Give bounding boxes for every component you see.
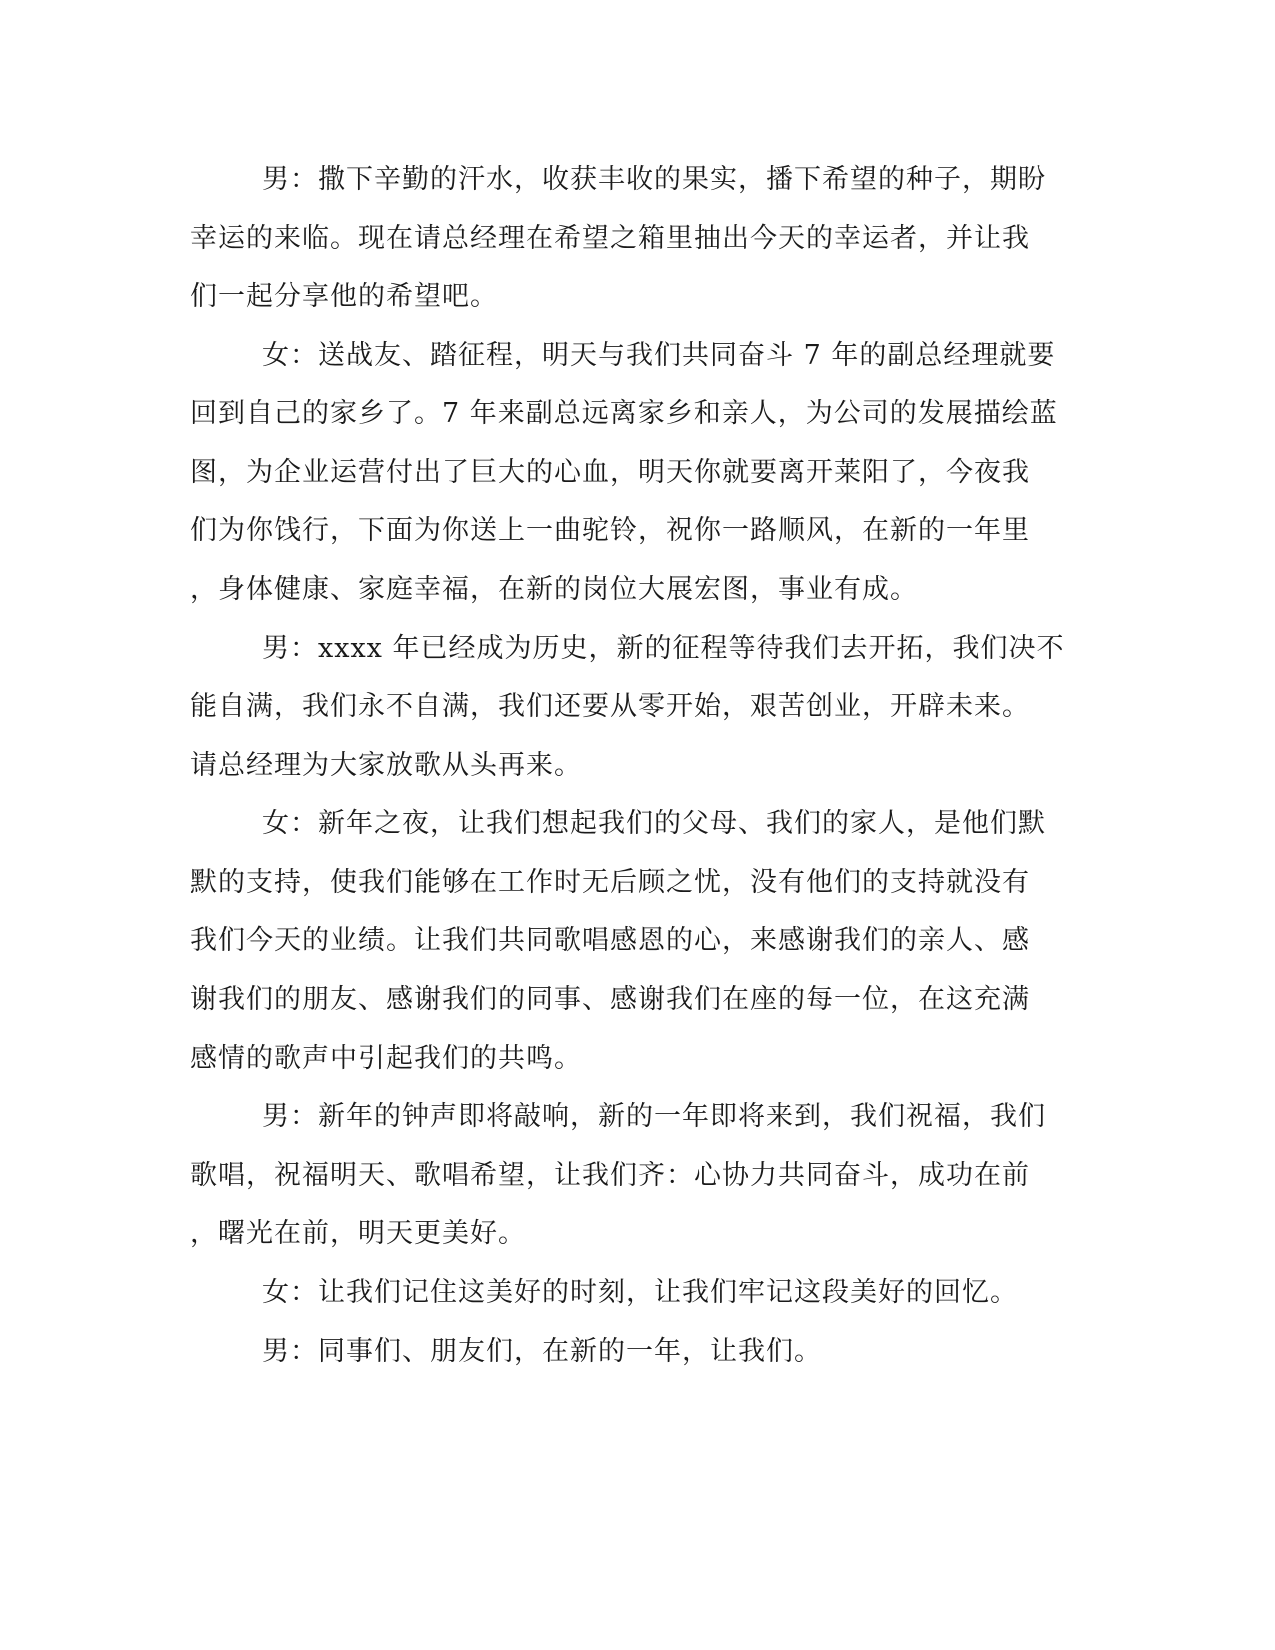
text-line: 女：让我们记住这美好的时刻，让我们牢记这段美好的回忆。: [262, 1277, 1018, 1308]
text-line: ，曙光在前，明天更美好。: [190, 1218, 526, 1249]
text-line: 男：xxxx 年已经成为历史，新的征程等待我们去开拓，我们决不: [262, 633, 1065, 664]
text-line: 们一起分享他的希望吧。: [190, 281, 498, 312]
text-line: 女：送战友、踏征程，明天与我们共同奋斗 7 年的副总经理就要: [262, 340, 1056, 371]
text-line: 谢我们的朋友、感谢我们的同事、感谢我们在座的每一位，在这充满: [190, 984, 1030, 1015]
text-line: 请总经理为大家放歌从头再来。: [190, 750, 582, 781]
text-line: 默的支持，使我们能够在工作时无后顾之忧，没有他们的支持就没有: [190, 867, 1030, 898]
text-line: 们为你饯行，下面为你送上一曲驼铃，祝你一路顺风，在新的一年里: [190, 515, 1030, 546]
text-line: 女：新年之夜，让我们想起我们的父母、我们的家人，是他们默: [262, 808, 1046, 839]
text-line: 我们今天的业绩。让我们共同歌唱感恩的心，来感谢我们的亲人、感: [190, 925, 1030, 956]
text-line: 回到自己的家乡了。7 年来副总远离家乡和亲人，为公司的发展描绘蓝: [190, 398, 1058, 429]
text-line: 图，为企业运营付出了巨大的心血，明天你就要离开莱阳了，今夜我: [190, 457, 1030, 488]
text-line: 男：新年的钟声即将敲响，新的一年即将来到，我们祝福，我们: [262, 1101, 1046, 1132]
text-line: 能自满，我们永不自满，我们还要从零开始，艰苦创业，开辟未来。: [190, 691, 1030, 722]
text-line: 幸运的来临。现在请总经理在希望之箱里抽出今天的幸运者，并让我: [190, 223, 1030, 254]
text-line: ，身体健康、家庭幸福，在新的岗位大展宏图，事业有成。: [190, 574, 918, 605]
text-line: 男：同事们、朋友们，在新的一年，让我们。: [262, 1336, 822, 1367]
text-line: 男：撒下辛勤的汗水，收获丰收的果实，播下希望的种子，期盼: [262, 164, 1046, 195]
text-line: 感情的歌声中引起我们的共鸣。: [190, 1043, 582, 1074]
text-line: 歌唱，祝福明天、歌唱希望，让我们齐：心协力共同奋斗，成功在前: [190, 1160, 1030, 1191]
